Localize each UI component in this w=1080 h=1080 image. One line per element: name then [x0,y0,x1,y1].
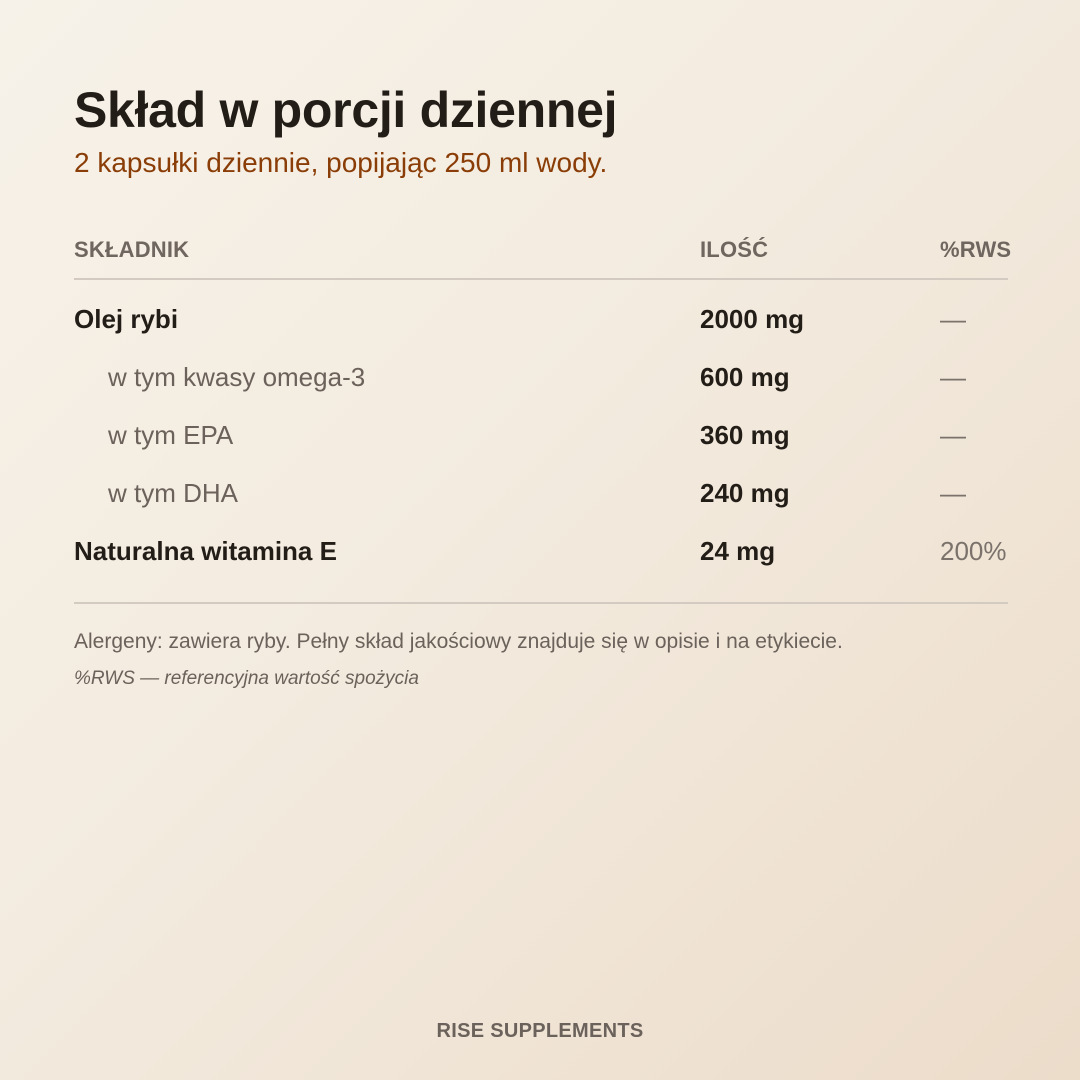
ingredient-rws: — [940,361,966,392]
brand-footer: RISE SUPPLEMENTS [436,1020,644,1042]
header-amount: ILOŚĆ [700,237,769,262]
table-row [74,522,1008,580]
ingredient-amount: 24 mg [700,535,776,566]
rws-legend: %RWS — referencyjna wartość spożycia [74,668,419,689]
ingredient-name: Naturalna witamina E [74,535,337,566]
ingredient-amount: 360 mg [700,419,790,450]
ingredient-amount: 2000 mg [700,303,805,334]
table-row [74,290,1008,348]
header-rws: %RWS [940,237,1012,262]
dosage-subtitle: 2 kapsułki dziennie, popijając 250 ml wody. [74,147,608,178]
table-row [74,464,1008,522]
ingredient-name: Olej rybi [74,303,179,334]
table-row [74,348,1008,406]
ingredient-amount: 240 mg [700,477,790,508]
ingredient-name: w tym kwasy omega-3 [108,361,366,392]
allergen-note: Alergeny: zawiera ryby. Pełny skład jakościowy znajduje się w opisie i na etykiecie. [74,630,843,653]
ingredient-rws: — [940,419,966,450]
ingredient-rws: 200% [940,535,1007,566]
ingredient-name: w tym EPA [108,419,234,450]
ingredient-amount: 600 mg [700,361,790,392]
table-body [74,280,1008,604]
header-ingredient: SKŁADNIK [74,237,190,262]
table-header [74,230,1012,280]
page-title: Skład w porcji dziennej [74,82,618,138]
ingredient-rws: — [940,477,966,508]
composition-table [74,230,1012,604]
ingredient-name: w tym DHA [108,477,238,508]
table-row [74,406,1008,464]
composition-panel [74,80,1012,692]
ingredient-rws: — [940,303,966,334]
